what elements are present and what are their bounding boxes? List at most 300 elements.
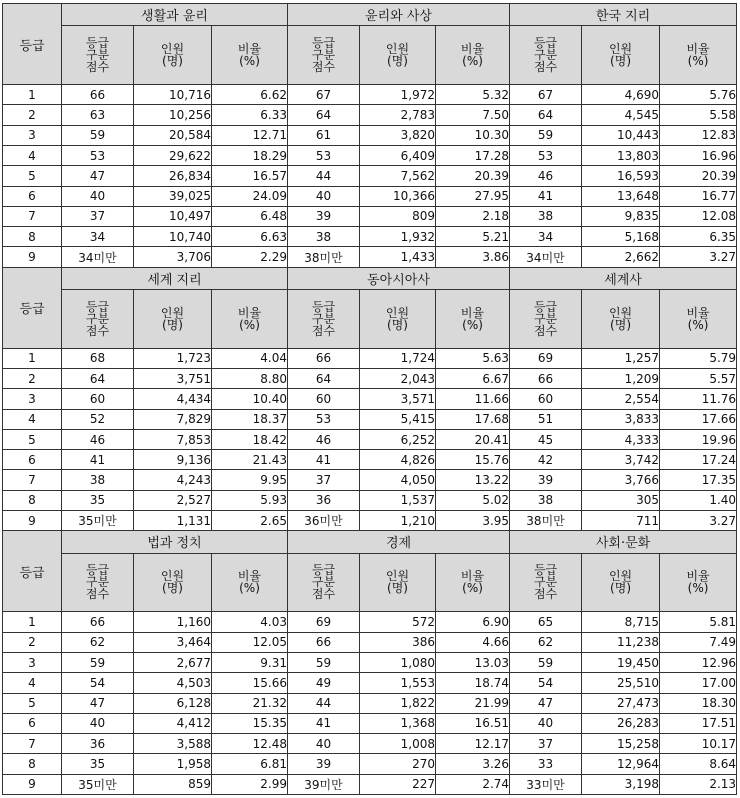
table-row — [3, 206, 737, 226]
grade-cell: 7 — [3, 470, 62, 490]
count-header-line: 인원 — [160, 305, 185, 320]
ratio-header-line: (%) — [687, 317, 709, 332]
ratio-cell: 12.08 — [660, 206, 737, 226]
count-cell: 809 — [360, 206, 436, 226]
grade-cell: 8 — [3, 227, 62, 247]
score-cell: 69 — [510, 348, 582, 368]
grade-cell: 3 — [3, 389, 62, 409]
count-cell: 2,527 — [134, 490, 212, 510]
ratio-cell: 4.03 — [212, 612, 288, 632]
score-cell: 35 — [62, 754, 134, 774]
count-column-header — [582, 553, 660, 612]
table-row — [3, 227, 737, 247]
grade-cell: 1 — [3, 85, 62, 105]
count-cell: 20,584 — [134, 125, 212, 145]
ratio-cell: 5.63 — [436, 348, 510, 368]
score-cell: 35 — [62, 490, 134, 510]
grade-cut-table — [2, 3, 737, 795]
ratio-cell: 5.81 — [660, 612, 737, 632]
ratio-header-line: (%) — [462, 317, 483, 332]
table-row — [3, 348, 737, 368]
score-header-line: 등급 — [85, 36, 110, 51]
grade-cell: 8 — [3, 490, 62, 510]
count-cell: 2,677 — [134, 652, 212, 672]
count-cell: 10,366 — [360, 186, 436, 206]
count-cell: 6,252 — [360, 429, 436, 449]
ratio-cell: 13.22 — [436, 470, 510, 490]
score-cell: 42 — [510, 450, 582, 470]
ratio-cell: 11.66 — [436, 389, 510, 409]
score-cell: 40 — [288, 186, 360, 206]
count-cell: 9,136 — [134, 450, 212, 470]
ratio-cell: 5.21 — [436, 227, 510, 247]
score-cell: 36 — [288, 490, 360, 510]
ratio-column-header — [436, 289, 510, 348]
count-header-line: (명) — [610, 581, 632, 596]
ratio-cell: 5.32 — [436, 85, 510, 105]
score-cell: 38 — [62, 470, 134, 490]
count-cell: 1,958 — [134, 754, 212, 774]
count-cell: 859 — [134, 774, 212, 794]
ratio-cell: 2.29 — [212, 247, 288, 267]
count-header-line: 인원 — [385, 569, 410, 584]
ratio-column-header — [660, 553, 737, 612]
score-cell: 65 — [510, 612, 582, 632]
count-cell: 7,829 — [134, 409, 212, 429]
score-header-line: 등급 — [85, 299, 110, 314]
count-cell: 2,662 — [582, 247, 660, 267]
count-cell: 3,820 — [360, 125, 436, 145]
ratio-cell: 6.35 — [660, 227, 737, 247]
count-cell: 10,497 — [134, 206, 212, 226]
ratio-header-line: 비율 — [237, 305, 262, 320]
ratio-header-line: 비율 — [237, 42, 262, 57]
score-cell: 41 — [62, 450, 134, 470]
count-cell: 1,932 — [360, 227, 436, 247]
ratio-cell: 15.76 — [436, 450, 510, 470]
ratio-cell: 16.96 — [660, 145, 737, 165]
grade-header: 등급 — [3, 4, 62, 85]
score-cell: 60 — [288, 389, 360, 409]
grade-cell: 7 — [3, 734, 62, 754]
ratio-cell: 12.83 — [660, 125, 737, 145]
count-cell: 10,256 — [134, 105, 212, 125]
count-column-header — [134, 289, 212, 348]
ratio-cell: 5.93 — [212, 490, 288, 510]
score-column-header — [62, 26, 134, 85]
score-cell: 38 — [510, 206, 582, 226]
score-cell: 41 — [288, 450, 360, 470]
count-cell: 29,622 — [134, 145, 212, 165]
ratio-header-line: (%) — [239, 317, 260, 332]
grade-cell: 8 — [3, 754, 62, 774]
grade-cell: 7 — [3, 206, 62, 226]
score-cell: 36 — [62, 734, 134, 754]
count-cell: 7,853 — [134, 429, 212, 449]
ratio-cell: 5.79 — [660, 348, 737, 368]
score-cell: 34미만 — [62, 247, 134, 267]
ratio-cell: 17.66 — [660, 409, 737, 429]
count-cell: 27,473 — [582, 693, 660, 713]
score-header-line: 구분 — [533, 575, 558, 590]
score-cell: 60 — [62, 389, 134, 409]
ratio-header-line: 비율 — [686, 42, 710, 57]
count-cell: 1,160 — [134, 612, 212, 632]
score-cell: 59 — [62, 125, 134, 145]
ratio-cell: 10.17 — [660, 734, 737, 754]
ratio-column-header — [436, 553, 510, 612]
score-cell: 39 — [288, 754, 360, 774]
ratio-cell: 17.35 — [660, 470, 737, 490]
ratio-header-line: (%) — [462, 581, 483, 596]
score-cell: 66 — [62, 85, 134, 105]
count-cell: 4,333 — [582, 429, 660, 449]
ratio-cell: 17.51 — [660, 713, 737, 733]
score-header-line: 구분 — [85, 48, 110, 63]
score-column-header — [288, 289, 360, 348]
count-column-header — [134, 26, 212, 85]
count-cell: 10,443 — [582, 125, 660, 145]
column-header-row — [3, 553, 737, 612]
column-header-row — [3, 26, 737, 85]
count-column-header — [360, 289, 436, 348]
count-header-line: (명) — [610, 54, 632, 69]
ratio-header-line: 비율 — [460, 569, 485, 584]
ratio-cell: 8.64 — [660, 754, 737, 774]
ratio-cell: 19.96 — [660, 429, 737, 449]
count-cell: 1,553 — [360, 673, 436, 693]
ratio-cell: 4.04 — [212, 348, 288, 368]
score-header-line: 구분 — [311, 48, 336, 63]
score-header-line: 등급 — [85, 563, 110, 578]
ratio-cell: 20.41 — [436, 429, 510, 449]
ratio-cell: 5.58 — [660, 105, 737, 125]
score-cell: 47 — [62, 693, 134, 713]
subject-title: 동아시아사 — [288, 267, 510, 289]
score-cell: 64 — [62, 369, 134, 389]
score-cell: 62 — [510, 632, 582, 652]
score-header-line: 구분 — [311, 575, 336, 590]
score-column-header — [510, 26, 582, 85]
count-cell: 9,835 — [582, 206, 660, 226]
grade-cell: 2 — [3, 632, 62, 652]
count-header-line: (명) — [387, 54, 408, 69]
table-row — [3, 612, 737, 632]
subject-title: 윤리와 사상 — [288, 4, 510, 26]
subject-header-row — [3, 4, 737, 26]
score-cell: 40 — [62, 713, 134, 733]
count-cell: 13,648 — [582, 186, 660, 206]
count-cell: 1,537 — [360, 490, 436, 510]
ratio-cell: 2.74 — [436, 774, 510, 794]
ratio-column-header — [212, 553, 288, 612]
ratio-column-header — [660, 26, 737, 85]
grade-cell: 9 — [3, 774, 62, 794]
table-row — [3, 85, 737, 105]
count-cell: 3,766 — [582, 470, 660, 490]
ratio-header-line: 비율 — [686, 569, 710, 584]
ratio-cell: 5.02 — [436, 490, 510, 510]
subject-title: 세계 지리 — [62, 267, 288, 289]
count-column-header — [582, 26, 660, 85]
count-cell: 4,050 — [360, 470, 436, 490]
grade-cell: 4 — [3, 145, 62, 165]
ratio-cell: 11.76 — [660, 389, 737, 409]
ratio-header-line: (%) — [239, 54, 260, 69]
score-cell: 34 — [510, 227, 582, 247]
count-cell: 4,826 — [360, 450, 436, 470]
score-header-line: 점수 — [85, 323, 110, 338]
count-cell: 4,545 — [582, 105, 660, 125]
score-cell: 46 — [510, 166, 582, 186]
table-row — [3, 247, 737, 267]
table-row — [3, 693, 737, 713]
count-cell: 2,043 — [360, 369, 436, 389]
ratio-cell: 8.80 — [212, 369, 288, 389]
column-header-row — [3, 289, 737, 348]
ratio-header-line: 비율 — [237, 569, 262, 584]
score-cell: 59 — [510, 652, 582, 672]
score-header-line: 점수 — [311, 587, 336, 602]
score-cell: 39 — [288, 206, 360, 226]
ratio-cell: 6.81 — [212, 754, 288, 774]
ratio-cell: 3.27 — [660, 511, 737, 531]
score-header-line: 구분 — [533, 48, 558, 63]
table-row — [3, 734, 737, 754]
ratio-cell: 21.43 — [212, 450, 288, 470]
count-column-header — [582, 289, 660, 348]
score-cell: 67 — [510, 85, 582, 105]
score-header-line: 점수 — [533, 323, 558, 338]
ratio-cell: 5.57 — [660, 369, 737, 389]
score-cell: 41 — [288, 713, 360, 733]
ratio-cell: 6.48 — [212, 206, 288, 226]
score-cell: 38미만 — [288, 247, 360, 267]
grade-cell: 6 — [3, 186, 62, 206]
ratio-cell: 18.29 — [212, 145, 288, 165]
count-header-line: (명) — [162, 317, 183, 332]
ratio-cell: 18.74 — [436, 673, 510, 693]
score-header-line: 구분 — [85, 575, 110, 590]
subject-title: 한국 지리 — [510, 4, 737, 26]
subject-title: 생활과 윤리 — [62, 4, 288, 26]
count-cell: 25,510 — [582, 673, 660, 693]
count-cell: 3,742 — [582, 450, 660, 470]
score-cell: 44 — [288, 693, 360, 713]
count-cell: 4,503 — [134, 673, 212, 693]
ratio-cell: 12.17 — [436, 734, 510, 754]
table-row — [3, 186, 737, 206]
grade-cell: 6 — [3, 450, 62, 470]
score-cell: 61 — [288, 125, 360, 145]
score-header-line: 점수 — [533, 587, 558, 602]
count-cell: 3,198 — [582, 774, 660, 794]
count-header-line: 인원 — [385, 42, 410, 57]
count-cell: 3,588 — [134, 734, 212, 754]
grade-cell: 3 — [3, 652, 62, 672]
score-column-header — [510, 289, 582, 348]
table-row — [3, 490, 737, 510]
ratio-cell: 2.13 — [660, 774, 737, 794]
ratio-cell: 18.30 — [660, 693, 737, 713]
table-row — [3, 166, 737, 186]
table-row — [3, 470, 737, 490]
ratio-cell: 6.33 — [212, 105, 288, 125]
score-cell: 47 — [62, 166, 134, 186]
count-cell: 10,716 — [134, 85, 212, 105]
ratio-header-line: 비율 — [460, 305, 485, 320]
ratio-cell: 16.77 — [660, 186, 737, 206]
table-row — [3, 125, 737, 145]
ratio-cell: 12.48 — [212, 734, 288, 754]
score-cell: 41 — [510, 186, 582, 206]
table-row — [3, 774, 737, 794]
ratio-cell: 2.18 — [436, 206, 510, 226]
count-header-line: (명) — [162, 54, 183, 69]
count-cell: 4,412 — [134, 713, 212, 733]
grade-cell: 5 — [3, 166, 62, 186]
score-cell: 40 — [510, 713, 582, 733]
grade-cell: 6 — [3, 713, 62, 733]
subject-title: 사회·문화 — [510, 531, 737, 553]
score-cell: 49 — [288, 673, 360, 693]
score-header-line: 구분 — [311, 311, 336, 326]
count-cell: 6,128 — [134, 693, 212, 713]
table-row — [3, 511, 737, 531]
count-header-line: 인원 — [608, 569, 633, 584]
ratio-cell: 20.39 — [660, 166, 737, 186]
score-cell: 59 — [62, 652, 134, 672]
score-cell: 64 — [288, 369, 360, 389]
count-cell: 1,080 — [360, 652, 436, 672]
score-cell: 38 — [288, 227, 360, 247]
count-cell: 3,833 — [582, 409, 660, 429]
grade-cell: 2 — [3, 369, 62, 389]
count-cell: 8,715 — [582, 612, 660, 632]
ratio-cell: 1.40 — [660, 490, 737, 510]
grade-cell: 9 — [3, 247, 62, 267]
score-cell: 64 — [510, 105, 582, 125]
ratio-cell: 3.26 — [436, 754, 510, 774]
score-header-line: 등급 — [311, 36, 336, 51]
ratio-cell: 20.39 — [436, 166, 510, 186]
count-header-line: 인원 — [608, 305, 633, 320]
score-cell: 62 — [62, 632, 134, 652]
ratio-cell: 7.49 — [660, 632, 737, 652]
ratio-column-header — [660, 289, 737, 348]
ratio-cell: 10.40 — [212, 389, 288, 409]
score-cell: 52 — [62, 409, 134, 429]
count-header-line: 인원 — [385, 305, 410, 320]
ratio-cell: 21.99 — [436, 693, 510, 713]
score-cell: 45 — [510, 429, 582, 449]
ratio-cell: 18.42 — [212, 429, 288, 449]
grade-cell: 3 — [3, 125, 62, 145]
ratio-cell: 24.09 — [212, 186, 288, 206]
score-cell: 66 — [510, 369, 582, 389]
count-cell: 1,209 — [582, 369, 660, 389]
score-cell: 69 — [288, 612, 360, 632]
ratio-cell: 15.66 — [212, 673, 288, 693]
ratio-cell: 2.99 — [212, 774, 288, 794]
score-cell: 47 — [510, 693, 582, 713]
ratio-cell: 13.03 — [436, 652, 510, 672]
count-cell: 1,723 — [134, 348, 212, 368]
count-cell: 16,593 — [582, 166, 660, 186]
score-cell: 46 — [62, 429, 134, 449]
count-header-line: 인원 — [608, 42, 633, 57]
score-header-line: 점수 — [85, 587, 110, 602]
count-column-header — [360, 26, 436, 85]
score-header-line: 점수 — [533, 60, 558, 75]
ratio-cell: 16.51 — [436, 713, 510, 733]
score-cell: 59 — [288, 652, 360, 672]
ratio-cell: 3.27 — [660, 247, 737, 267]
score-header-line: 등급 — [311, 299, 336, 314]
score-cell: 53 — [288, 409, 360, 429]
score-header-line: 등급 — [311, 563, 336, 578]
score-cell: 37 — [510, 734, 582, 754]
score-cell: 40 — [288, 734, 360, 754]
ratio-cell: 27.95 — [436, 186, 510, 206]
ratio-cell: 6.62 — [212, 85, 288, 105]
count-cell: 12,964 — [582, 754, 660, 774]
score-header-line: 점수 — [311, 323, 336, 338]
score-cell: 34미만 — [510, 247, 582, 267]
table-row — [3, 754, 737, 774]
table-row — [3, 429, 737, 449]
count-cell: 5,415 — [360, 409, 436, 429]
score-cell: 59 — [510, 125, 582, 145]
score-cell: 66 — [288, 632, 360, 652]
count-cell: 1,257 — [582, 348, 660, 368]
table-row — [3, 389, 737, 409]
score-cell: 67 — [288, 85, 360, 105]
score-cell: 34 — [62, 227, 134, 247]
count-cell: 3,751 — [134, 369, 212, 389]
score-cell: 36미만 — [288, 511, 360, 531]
ratio-cell: 5.76 — [660, 85, 737, 105]
score-cell: 35미만 — [62, 511, 134, 531]
score-cell: 40 — [62, 186, 134, 206]
score-cell: 63 — [62, 105, 134, 125]
count-cell: 7,562 — [360, 166, 436, 186]
score-header-line: 구분 — [533, 311, 558, 326]
ratio-cell: 12.71 — [212, 125, 288, 145]
score-header-line: 등급 — [533, 563, 558, 578]
score-cell: 53 — [510, 145, 582, 165]
grade-cell: 4 — [3, 409, 62, 429]
count-cell: 1,008 — [360, 734, 436, 754]
ratio-cell: 16.57 — [212, 166, 288, 186]
count-cell: 4,690 — [582, 85, 660, 105]
subject-title: 법과 정치 — [62, 531, 288, 553]
score-cell: 39미만 — [288, 774, 360, 794]
count-header-line: (명) — [610, 317, 632, 332]
score-header-line: 점수 — [311, 60, 336, 75]
score-cell: 33 — [510, 754, 582, 774]
score-cell: 54 — [510, 673, 582, 693]
score-header-line: 등급 — [533, 36, 558, 51]
count-header-line: 인원 — [160, 569, 185, 584]
score-column-header — [510, 553, 582, 612]
table-row — [3, 145, 737, 165]
ratio-header-line: 비율 — [686, 305, 710, 320]
count-cell: 10,740 — [134, 227, 212, 247]
grade-cell: 1 — [3, 348, 62, 368]
ratio-cell: 3.95 — [436, 511, 510, 531]
count-cell: 1,131 — [134, 511, 212, 531]
